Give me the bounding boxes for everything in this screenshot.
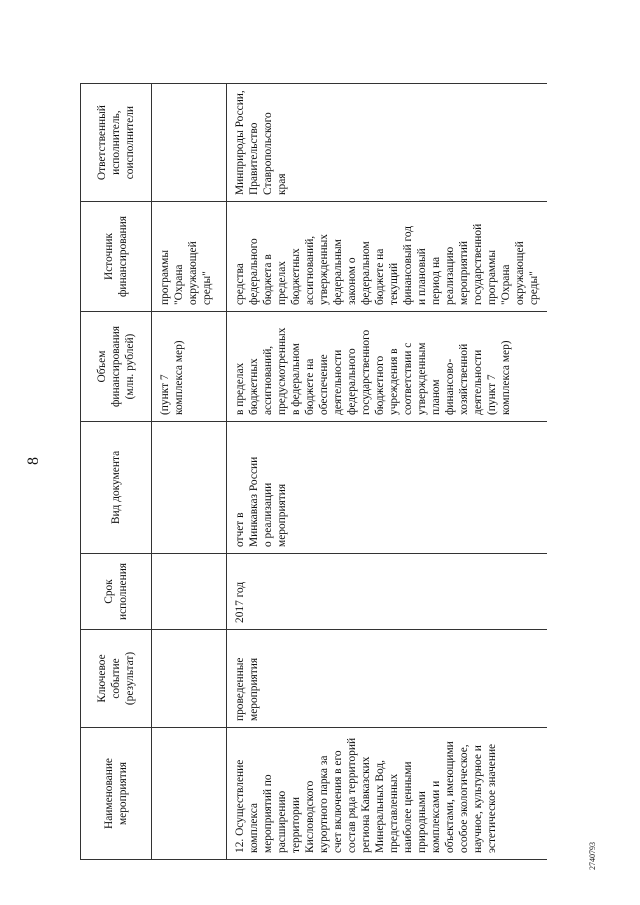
- text-line: (пункт 7: [486, 374, 498, 415]
- header-responsible: [81, 84, 152, 202]
- text-line: комплексами и: [430, 780, 442, 853]
- text-line: счет включения в его: [332, 750, 344, 853]
- text-line: законом о: [346, 257, 358, 305]
- text-line: исполнитель,: [110, 110, 122, 175]
- table-row-12: [227, 84, 548, 860]
- text-line: финансирования: [110, 326, 122, 407]
- text-line: федеральном: [360, 241, 372, 305]
- text-line: объектами, имеющими: [444, 741, 456, 853]
- text-line: 12. Осуществление: [234, 759, 246, 853]
- text-line: мероприятия: [276, 483, 288, 547]
- text-line: Срок: [103, 579, 115, 604]
- text-line: средства: [234, 263, 246, 305]
- text-line: Вид документа: [110, 450, 122, 525]
- text-line: период на: [430, 256, 442, 305]
- text-line: проведенные: [234, 657, 246, 721]
- text-line: (пункт 7: [159, 374, 171, 415]
- header-document-type: [81, 422, 152, 554]
- text-line: финансово-: [444, 358, 456, 415]
- header-funding-volume: [81, 312, 152, 422]
- text-line: утвержденным: [416, 342, 428, 415]
- text-line: реализацию: [444, 246, 456, 305]
- text-line: научное, культурное и: [472, 745, 484, 853]
- text-line: Правительство: [248, 122, 260, 195]
- text-line: Объем: [96, 350, 108, 383]
- continuation-row: [152, 84, 227, 860]
- text-line: среды": [528, 271, 540, 305]
- row12-source: [227, 202, 548, 312]
- text-line: бюджетных: [248, 358, 260, 415]
- text-line: планом: [430, 379, 442, 415]
- text-line: (результат): [124, 651, 136, 706]
- text-line: Минприроды России,: [234, 90, 246, 195]
- text-line: окружающей: [187, 241, 199, 305]
- text-line: пределах: [276, 261, 288, 305]
- text-line: курортного парка за: [318, 755, 330, 853]
- text-line: среды": [201, 271, 213, 305]
- cont-source: [152, 202, 227, 312]
- text-line: "Охрана: [173, 264, 185, 305]
- text-line: Наименование: [103, 758, 115, 829]
- text-line: бюджета в: [262, 254, 274, 305]
- cont-name: [152, 728, 227, 860]
- page-number: 8: [25, 457, 42, 465]
- text-line: в пределах: [234, 362, 246, 415]
- text-line: обеспечение: [318, 354, 330, 415]
- text-line: мероприятия: [117, 761, 129, 826]
- text-line: мероприятий по: [262, 774, 274, 853]
- text-line: комплекса мер): [173, 340, 185, 415]
- cont-responsible: [152, 84, 227, 202]
- text-line: (млн. рублей): [124, 333, 136, 400]
- text-line: федерального: [346, 348, 358, 415]
- text-line: представленных: [388, 773, 400, 853]
- text-line: государственной: [472, 223, 484, 305]
- text-line: Минеральных Вод,: [374, 759, 386, 853]
- text-line: "Охрана: [500, 264, 512, 305]
- text-line: ассигнований,: [304, 235, 316, 305]
- text-line: Минкавказ России: [248, 456, 260, 547]
- text-line: территории: [290, 797, 302, 853]
- measures-table: [80, 83, 547, 860]
- text-line: окружающей: [514, 241, 526, 305]
- text-line: Ключевое: [96, 654, 108, 703]
- text-line: финансовый год: [402, 226, 414, 305]
- text-line: бюджетных: [290, 248, 302, 305]
- header-row: [81, 84, 152, 860]
- text-line: федерального: [248, 238, 260, 305]
- text-line: программы: [486, 250, 498, 305]
- text-line: 2017 год: [234, 581, 246, 623]
- text-line: края: [276, 173, 288, 195]
- text-line: программы: [159, 250, 171, 305]
- text-line: ассигнований,: [262, 345, 274, 415]
- cont-volume: [152, 312, 227, 422]
- text-line: соответствии с: [402, 342, 414, 415]
- row12-event: [227, 630, 548, 728]
- text-line: Ставропольского: [262, 112, 274, 195]
- text-line: расширению: [276, 790, 288, 853]
- row12-volume: [227, 312, 548, 422]
- text-line: бюджете на: [374, 248, 386, 305]
- header-term: [81, 554, 152, 630]
- text-line: хозяйственной: [458, 343, 470, 415]
- text-line: государственного: [360, 329, 372, 415]
- text-line: текущий: [388, 262, 400, 305]
- text-line: событие: [110, 658, 122, 699]
- text-line: предусмотренных: [276, 327, 288, 415]
- row12-responsible: [227, 84, 548, 202]
- text-line: природными: [416, 791, 428, 853]
- text-line: Источник: [103, 233, 115, 280]
- text-line: Ответственный: [96, 105, 108, 181]
- text-line: исполнения: [117, 562, 129, 621]
- text-line: учреждения в: [388, 348, 400, 415]
- row12-term: [227, 554, 548, 630]
- cont-event: [152, 630, 227, 728]
- text-line: комплекса мер): [500, 340, 512, 415]
- cont-doc: [152, 422, 227, 554]
- text-line: в федеральном: [290, 343, 302, 415]
- cont-term: [152, 554, 227, 630]
- text-line: деятельности: [472, 349, 484, 415]
- text-line: наиболее ценными: [402, 761, 414, 853]
- text-line: о реализации: [262, 482, 274, 547]
- text-line: региона Кавказских: [360, 756, 372, 853]
- text-line: бюджете на: [304, 358, 316, 415]
- header-key-event: [81, 630, 152, 728]
- text-line: состав ряда территорий: [346, 737, 358, 853]
- text-line: утвержденных: [318, 234, 330, 305]
- text-line: комплекса: [248, 803, 260, 853]
- text-line: финансирования: [117, 216, 129, 297]
- text-line: отчет в: [234, 512, 246, 547]
- text-line: бюджетного: [374, 355, 386, 415]
- text-line: соисполнители: [124, 106, 136, 180]
- document-code: 2740793: [588, 842, 597, 870]
- text-line: деятельности: [332, 349, 344, 415]
- text-line: Кисловодского: [304, 780, 316, 853]
- text-line: эстетическое значение: [486, 743, 498, 853]
- row12-name: [227, 728, 548, 860]
- header-funding-source: [81, 202, 152, 312]
- text-line: особое экологическое,: [458, 744, 470, 853]
- row12-doc: [227, 422, 548, 554]
- text-line: и плановый: [416, 248, 428, 305]
- text-line: мероприятия: [248, 657, 260, 721]
- text-line: мероприятий: [458, 241, 470, 305]
- header-name: [81, 728, 152, 860]
- text-line: федеральным: [332, 239, 344, 305]
